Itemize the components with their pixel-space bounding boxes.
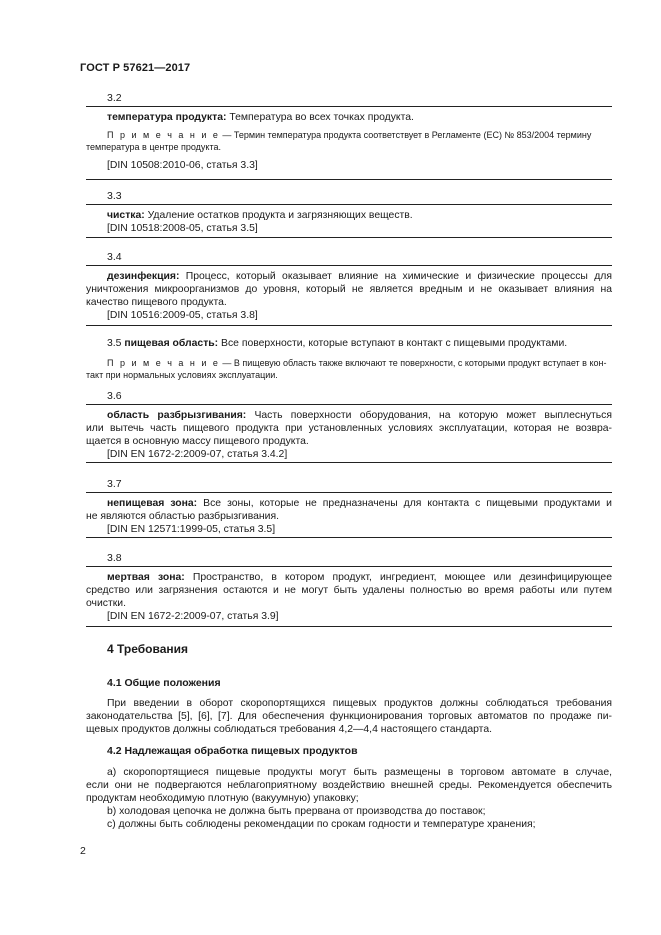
term-note	[86, 357, 612, 369]
term-definition	[86, 337, 612, 350]
note-text: — В пищевую область также включают те поверхности, с которыми продукт вступает в кон-	[219, 358, 607, 368]
term-number: 3.6	[107, 390, 122, 402]
term-name: температура продукта:	[107, 112, 227, 123]
term-text: Удаление остатков продукта и загрязняющих веществ.	[144, 210, 413, 221]
term-text-line: качество пищевого продукта.	[86, 297, 227, 308]
term-box-3-7	[86, 492, 612, 538]
term-name: непищевая зона:	[107, 498, 198, 509]
term-definition	[86, 497, 612, 510]
term-name: дезинфекция:	[107, 271, 180, 282]
paragraph-line: щевых продуктов должны соблюдаться требования 4,2—4,4 настоящего стандарта.	[86, 724, 492, 735]
subsection-title: 4.1 Общие положения	[107, 677, 221, 689]
term-text: Все поверхности, которые вступают в контакт с пищевыми продуктами.	[218, 338, 568, 349]
term-text-line: средство или загрязнения остаются и не могут быть удалены полностью во время работы или путем	[86, 585, 612, 596]
term-text: Часть поверхности оборудования, на которую может выплеснуться	[246, 410, 613, 421]
term-text-line: или вытечь часть пищевого продукта при установленных условиях эксплуатации, которая не возвра-	[86, 423, 612, 434]
term-note-cont: такт при нормальных условиях эксплуатации.	[86, 370, 278, 380]
term-reference: [DIN 10516:2009-05, статья 3.8]	[107, 310, 258, 321]
term-box-3-4	[86, 265, 612, 326]
term-definition	[86, 270, 612, 283]
term-box-3-6	[86, 404, 612, 463]
term-text-line: щается в основную массу пищевого продукта.	[86, 436, 309, 447]
standard-header: ГОСТ Р 57621—2017	[80, 62, 191, 74]
list-item-a-cont: продуктам необходимую плотную (вакуумную) упаковку;	[86, 793, 359, 804]
term-reference: [DIN EN 1672-2:2009-07, статья 3.4.2]	[107, 449, 288, 460]
list-item-a-cont: если они не подвергаются неблагоприятному воздействию внешней среды. Рекомендуется обеспечить	[86, 780, 612, 791]
term-text: Все зоны, которые не предназначены для контакта с пищевыми продуктами и	[197, 498, 612, 509]
list-item-a: а) скоропортящиеся пищевые продукты могут быть размещены в торговом автомате в случае,	[107, 767, 612, 778]
term-text-line: уничтожения микроорганизмов до уровня, который не является вредным и не оказывает влияния на	[86, 284, 612, 295]
term-definition	[86, 209, 612, 222]
term-box-3-3	[86, 204, 612, 238]
term-3-5	[86, 337, 612, 381]
term-reference: [DIN EN 1672-2:2009-07, статья 3.9]	[107, 611, 279, 622]
term-definition	[86, 111, 612, 124]
term-text: Температура во всех точках продукта.	[226, 112, 414, 123]
paragraph-line: При введении в оборот скоропортящихся пищевых продуктов должны соблюдаться требования	[107, 698, 612, 709]
term-reference: [DIN 10518:2008-05, статья 3.5]	[107, 223, 258, 234]
term-number: 3.7	[107, 478, 122, 490]
term-number: 3.5	[107, 338, 122, 349]
term-text-line: не являются областью разбрызгивания.	[86, 511, 279, 522]
term-note-cont: температура в центре продукта.	[86, 142, 221, 152]
paragraph-4-1	[86, 697, 612, 736]
term-name: мертвая зона:	[107, 572, 185, 583]
term-number: 3.3	[107, 190, 122, 202]
subsection-title: 4.2 Надлежащая обработка пищевых продуктов	[107, 745, 358, 757]
paragraph-4-2	[86, 766, 612, 831]
term-note	[86, 129, 612, 141]
list-item-b: b) холодовая цепочка не должна быть прервана от производства до поставок;	[107, 806, 486, 817]
note-label: П р и м е ч а н и е	[107, 358, 220, 368]
note-label: П р и м е ч а н и е	[107, 130, 220, 140]
term-text: Пространство, в котором продукт, ингредиент, моющее или дезинфицирующее	[184, 572, 612, 583]
term-text-line: очистки.	[86, 598, 126, 609]
term-name: пищевая область:	[124, 338, 219, 349]
term-box-3-8	[86, 566, 612, 627]
section-title: 4 Требования	[107, 642, 188, 656]
term-name: область разбрызгивания:	[107, 410, 247, 421]
paragraph-line: законодательства [5], [6], [7]. Для обеспечения функционирования торговых автоматов по продаже пи-	[86, 711, 612, 722]
page-number: 2	[80, 845, 86, 857]
term-definition	[86, 409, 612, 422]
term-definition	[86, 571, 612, 584]
note-text: — Термин температура продукта соответствует в Регламенте (ЕС) № 853/2004 термину	[219, 130, 592, 140]
term-reference: [DIN 10508:2010-06, статья 3.3]	[107, 160, 258, 171]
term-reference: [DIN EN 12571:1999-05, статья 3.5]	[107, 524, 276, 535]
term-text: Процесс, который оказывает влияние на химические и физические процессы для	[179, 271, 612, 282]
term-number: 3.2	[107, 92, 122, 104]
list-item-c: c) должны быть соблюдены рекомендации по срокам годности и температуре хранения;	[107, 819, 536, 830]
term-number: 3.8	[107, 552, 122, 564]
term-box-3-2	[86, 106, 612, 180]
term-name: чистка:	[107, 210, 145, 221]
term-number: 3.4	[107, 251, 122, 263]
